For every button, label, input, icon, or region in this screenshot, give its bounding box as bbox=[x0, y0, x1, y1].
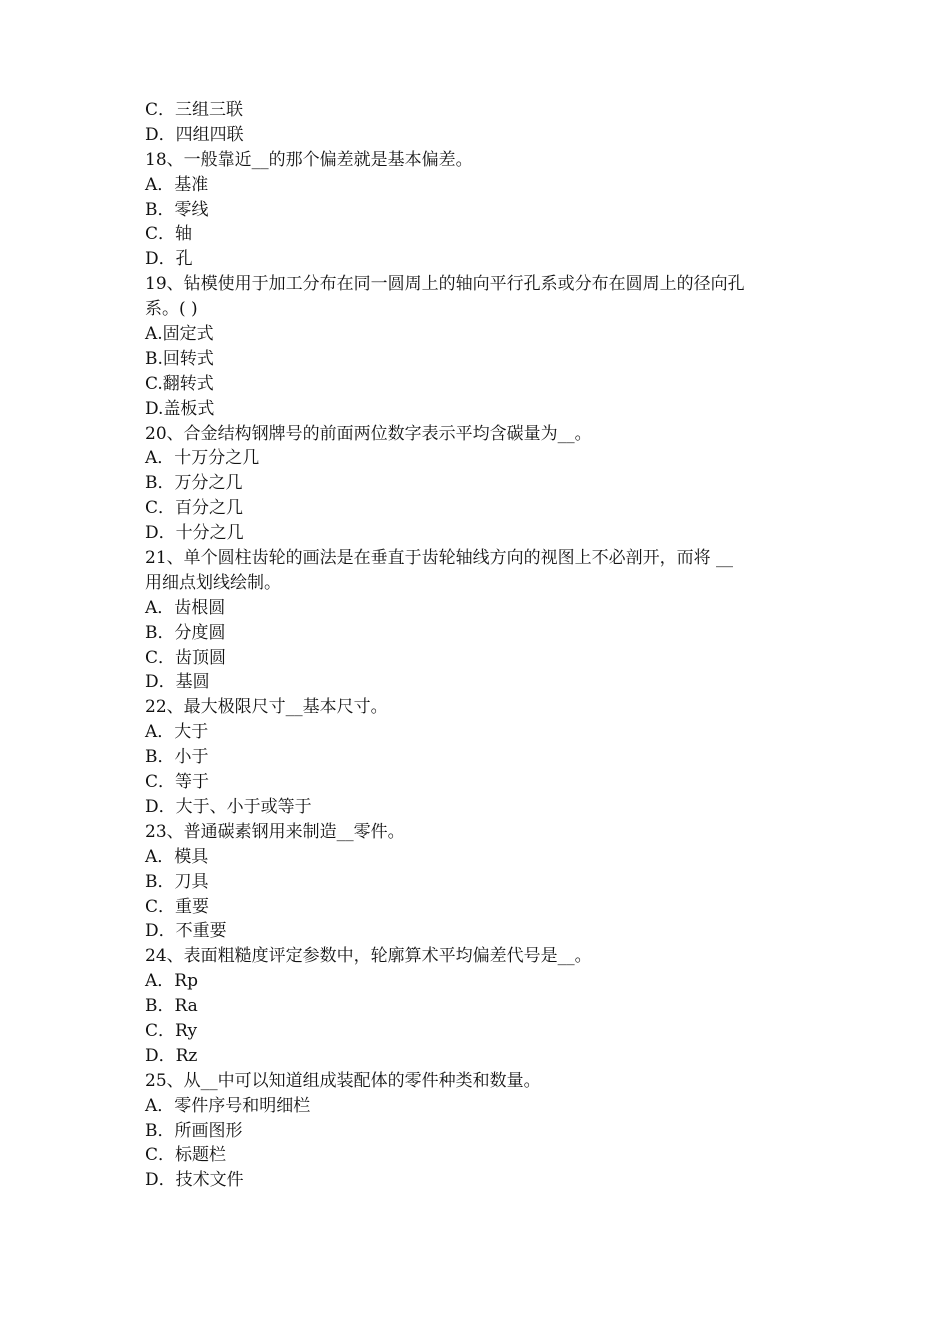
option-line: D．四组四联 bbox=[145, 124, 244, 145]
question-stem: 22、最大极限尺寸__基本尺寸。 bbox=[145, 697, 388, 718]
option-line: D．孔 bbox=[145, 249, 193, 270]
question-stem: 用细点划线绘制。 bbox=[145, 572, 281, 593]
question-item bbox=[145, 546, 815, 695]
question-item bbox=[145, 944, 815, 1068]
question-stem: 20、合金结构钢牌号的前面两位数字表示平均含碳量为__。 bbox=[145, 423, 592, 444]
option-line: D．十分之几 bbox=[145, 523, 244, 544]
option-line: A．大于 bbox=[145, 722, 209, 743]
option-line: B．Ra bbox=[145, 996, 198, 1017]
option-line: B．零线 bbox=[145, 199, 209, 220]
question-stem: 21、单个圆柱齿轮的画法是在垂直于齿轮轴线方向的视图上不必剖开，而将 __ bbox=[145, 548, 734, 569]
question-item bbox=[145, 422, 815, 546]
question-stem: 18、一般靠近__的那个偏差就是基本偏差。 bbox=[145, 149, 473, 170]
option-line: C．等于 bbox=[145, 772, 210, 793]
option-line: B．刀具 bbox=[145, 871, 209, 892]
option-line: D．不重要 bbox=[145, 921, 227, 942]
option-line: D．基圆 bbox=[145, 672, 210, 693]
option-line: A．十万分之几 bbox=[145, 448, 260, 469]
question-item bbox=[145, 1069, 815, 1193]
option-line: B.回转式 bbox=[145, 348, 214, 369]
option-line: B．小于 bbox=[145, 747, 209, 768]
question-stem: 23、普通碳素钢用来制造__零件。 bbox=[145, 821, 405, 842]
question-stem: 25、从__中可以知道组成装配体的零件种类和数量。 bbox=[145, 1070, 541, 1091]
option-line: C．Ry bbox=[145, 1020, 198, 1041]
option-line: C．标题栏 bbox=[145, 1145, 227, 1166]
option-line: A．齿根圆 bbox=[145, 597, 226, 618]
question-item bbox=[145, 820, 815, 944]
question-item bbox=[145, 272, 815, 421]
option-line: A．基准 bbox=[145, 174, 209, 195]
option-line: C．百分之几 bbox=[145, 498, 244, 519]
option-line: D．技术文件 bbox=[145, 1170, 244, 1191]
option-line: C．重要 bbox=[145, 896, 210, 917]
question-stem: 19、钻模使用于加工分布在同一圆周上的轴向平行孔系或分布在圆周上的径向孔 bbox=[145, 274, 745, 295]
questions-container bbox=[145, 148, 815, 1193]
option-line: A．零件序号和明细栏 bbox=[145, 1095, 311, 1116]
option-line: B．所画图形 bbox=[145, 1120, 243, 1141]
option-line: B．万分之几 bbox=[145, 473, 243, 494]
question-stem: 24、表面粗糙度评定参数中，轮廓算术平均偏差代号是__。 bbox=[145, 946, 592, 967]
option-line: A．Rp bbox=[145, 971, 198, 992]
question-stem: 系。( ) bbox=[145, 299, 198, 320]
option-line: A．模具 bbox=[145, 846, 209, 867]
option-line: A.固定式 bbox=[145, 324, 214, 345]
option-line: B．分度圆 bbox=[145, 622, 226, 643]
option-line: D．Rz bbox=[145, 1045, 198, 1066]
question-item bbox=[145, 148, 815, 272]
option-line: C.翻转式 bbox=[145, 373, 214, 394]
option-line: C．轴 bbox=[145, 224, 193, 245]
option-line: C．三组三联 bbox=[145, 100, 244, 120]
option-line: D．大于、小于或等于 bbox=[145, 796, 312, 817]
option-line: C．齿顶圆 bbox=[145, 647, 227, 668]
question-list bbox=[145, 98, 815, 1193]
question-item bbox=[145, 695, 815, 819]
option-line: D.盖板式 bbox=[145, 398, 215, 419]
